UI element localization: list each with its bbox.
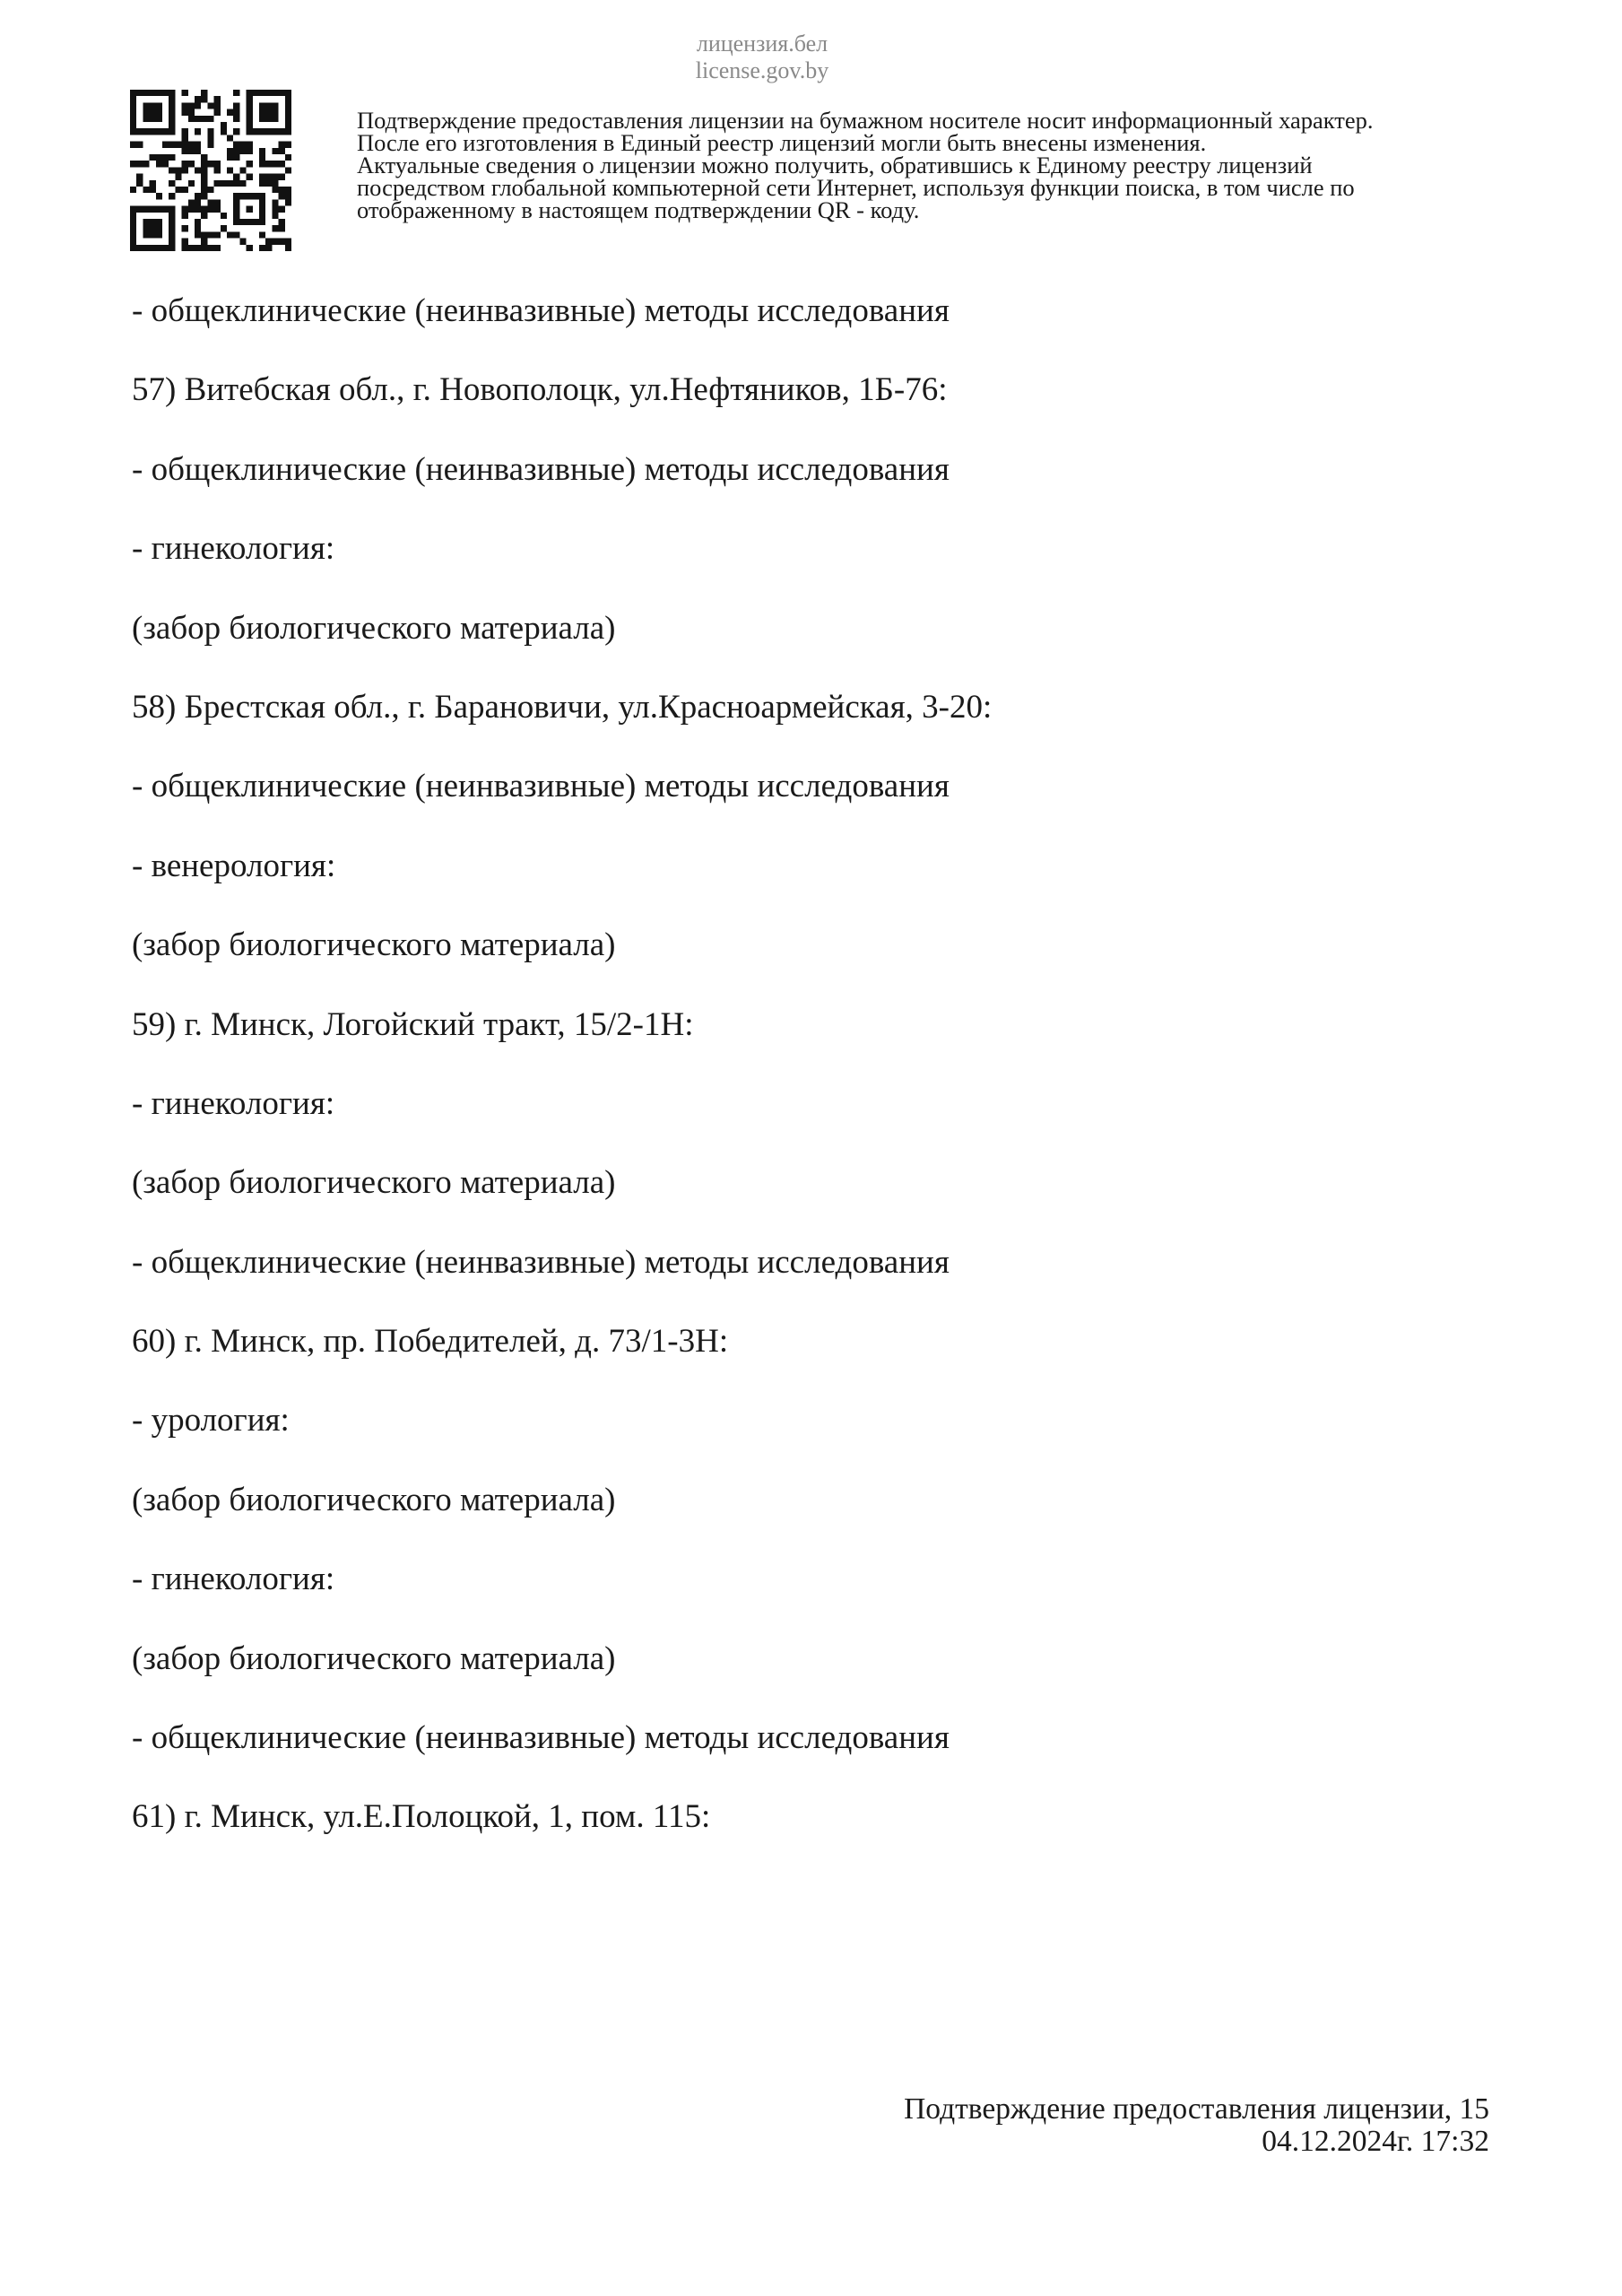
list-item: 61) г. Минск, ул.Е.Полоцкой, 1, пом. 115: xyxy=(132,1798,711,1836)
list-item: 57) Витебская обл., г. Новополоцк, ул.Нефтяников, 1Б-76: xyxy=(132,371,948,409)
list-item: - общеклинические (неинвазивные) методы исследования xyxy=(132,1719,950,1757)
notice-line: После его изготовления в Единый реестр лицензий могли быть внесены изменения. xyxy=(357,129,1207,156)
footer-timestamp: 04.12.2024г. 17:32 xyxy=(1262,2125,1489,2158)
list-item: - урология: xyxy=(132,1402,290,1439)
notice-line: посредством глобальной компьютерной сети Интернет, используя функции поиска, в том числе по xyxy=(357,174,1355,201)
list-item: - общеклинические (неинвазивные) методы исследования xyxy=(132,1243,950,1281)
qr-code-icon xyxy=(130,90,291,251)
license-activities-list xyxy=(132,291,1495,1877)
list-item: - гинекология: xyxy=(132,1084,335,1122)
list-item: 60) г. Минск, пр. Победителей, д. 73/1-3Н: xyxy=(132,1323,729,1361)
site-link-bel[interactable]: лицензия.бел xyxy=(696,30,828,57)
notice-line: отображенному в настоящем подтверждении QR - коду. xyxy=(357,196,920,223)
list-item: 58) Брестская обл., г. Барановичи, ул.Красноармейская, 3-20: xyxy=(132,688,993,726)
list-item: (забор биологического материала) xyxy=(132,1639,616,1677)
list-item: - общеклинические (неинвазивные) методы исследования xyxy=(132,292,950,329)
list-item: - гинекология: xyxy=(132,1561,335,1598)
notice-line: Подтверждение предоставления лицензии на бумажном носителе носит информационный характер. xyxy=(357,107,1374,134)
list-item: 59) г. Минск, Логойский тракт, 15/2-1Н: xyxy=(132,1005,694,1043)
site-links xyxy=(681,30,843,84)
list-item: (забор биологического материала) xyxy=(132,609,616,647)
list-item: (забор биологического материала) xyxy=(132,926,616,964)
notice-text xyxy=(357,109,1549,222)
list-item: - гинекология: xyxy=(132,530,335,568)
list-item: - общеклинические (неинвазивные) методы исследования xyxy=(132,768,950,805)
list-item: - общеклинические (неинвазивные) методы исследования xyxy=(132,450,950,488)
notice-line: Актуальные сведения о лицензии можно получить, обратившись к Единому реестру лицензий xyxy=(357,152,1313,178)
list-item: (забор биологического материала) xyxy=(132,1164,616,1202)
list-item: - венерология: xyxy=(132,847,336,884)
footer-title: Подтверждение предоставления лицензии, 15 xyxy=(904,2092,1489,2126)
list-item: (забор биологического материала) xyxy=(132,1481,616,1518)
page-footer xyxy=(904,2093,1489,2158)
site-link-gov-by[interactable]: license.gov.by xyxy=(695,57,829,83)
